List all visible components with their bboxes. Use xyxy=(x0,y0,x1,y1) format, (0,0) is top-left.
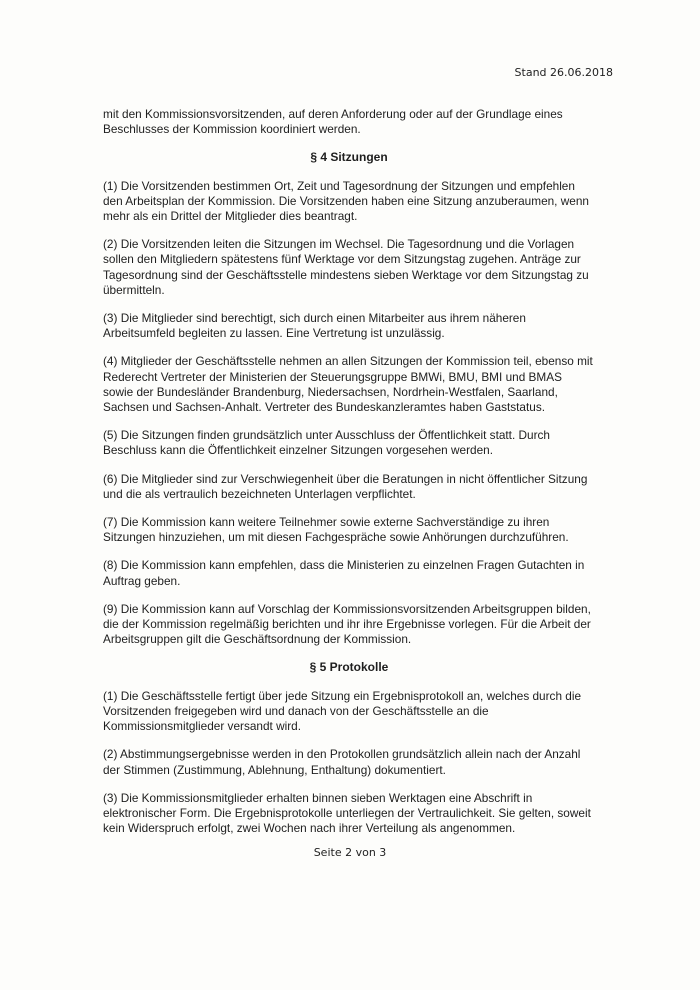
section-4-paragraph-8: (8) Die Kommission kann empfehlen, dass die Ministerien zu einzelnen Fragen Gutachten in Auftrag geben. xyxy=(103,558,585,588)
intro-paragraph: mit den Kommissionsvorsitzenden, auf deren Anforderung oder auf der Grundlage eines Beschlusses der Kommission koordiniert werden. xyxy=(103,107,563,137)
document-date-stamp: Stand 26.06.2018 xyxy=(514,66,613,79)
section-4-paragraph-5: (5) Die Sitzungen finden grundsätzlich unter Ausschluss der Öffentlichkeit statt. Durch Beschluss kann die Öffentlichkeit einzelner Sitzungen vorgesehen werden. xyxy=(103,428,550,458)
section-4-paragraph-4: (4) Mitglieder der Geschäftsstelle nehmen an allen Sitzungen der Kommission teil, ebenso mit Rederecht Vertreter der Ministerien der Steuerungsgruppe BMWi, BMU, BMI und BMAS sowie der Bundesländer Brandenburg, Niedersachsen, Nordrhein-Westfalen, Saarland, Sachsen und Sachsen-Anhalt. Vertreter des Bundeskanzleramtes haben Gaststatus. xyxy=(103,354,593,415)
section-5-paragraph-2: (2) Abstimmungsergebnisse werden in den Protokollen grundsätzlich allein nach der Anzahl der Stimmen (Zustimmung, Ablehnung, Enthaltung) dokumentiert. xyxy=(103,747,581,777)
section-4-paragraph-1: (1) Die Vorsitzenden bestimmen Ort, Zeit und Tagesordnung der Sitzungen und empfehlen den Arbeitsplan der Kommission. Die Vorsitzenden haben eine Sitzung anzuberaumen, wenn mehr als ein Drittel der Mitglieder dies beantragt. xyxy=(103,178,589,224)
section-4-paragraph-3: (3) Die Mitglieder sind berechtigt, sich durch einen Mitarbeiter aus ihrem näheren Arbeitsumfeld begleiten zu lassen. Eine Vertretung ist unzulässig. xyxy=(103,311,526,341)
section-4-paragraph-2: (2) Die Vorsitzenden leiten die Sitzungen im Wechsel. Die Tagesordnung und die Vorlagen sollen den Mitgliedern spätestens fünf Werktage vor dem Sitzungstag zugehen. Anträge zur Tagesordnung sind der Geschäftsstelle mindestens sieben Werktage vor dem Sitzungstag zu übermitteln. xyxy=(103,237,589,297)
section-4-paragraph-6: (6) Die Mitglieder sind zur Verschwiegenheit über die Beratungen in nicht öffentlicher Sitzung und die als vertraulich bezeichneten Unterlagen verpflichtet. xyxy=(103,471,588,501)
section-5-paragraph-3: (3) Die Kommissionsmitglieder erhalten binnen sieben Werktagen eine Abschrift in elektronischer Form. Die Ergebnisprotokolle unterliegen der Vertraulichkeit. Sie gelten, soweit kein Widerspruch erfolgt, zwei Wochen nach ihrer Verteilung als angenommen. xyxy=(103,790,591,836)
section-4-paragraph-7: (7) Die Kommission kann weitere Teilnehmer sowie externe Sachverständige zu ihren Sitzungen hinzuziehen, um mit diesen Fachgespräche sowie Anhörungen durchzuführen. xyxy=(103,515,569,545)
section-4-paragraph-9: (9) Die Kommission kann auf Vorschlag der Kommissionsvorsitzenden Arbeitsgruppen bilden, die der Kommission regelmäßig berichten und ihr ihre Ergebnisse vorlegen. Für die Arbeit der Arbeitsgruppen gilt die Geschäftsordnung der Kommission. xyxy=(103,601,591,647)
document-body xyxy=(103,107,595,849)
section-5-paragraph-1: (1) Die Geschäftsstelle fertigt über jede Sitzung ein Ergebnisprotokoll an, welches durch die Vorsitzenden freigegeben wird und danach von der Geschäftsstelle an die Kommissionsmitglieder versandt wird. xyxy=(103,688,582,734)
section-4-heading: § 4 Sitzungen xyxy=(310,150,388,165)
page-number: Seite 2 von 3 xyxy=(313,846,387,859)
section-5-heading: § 5 Protokolle xyxy=(309,660,389,675)
